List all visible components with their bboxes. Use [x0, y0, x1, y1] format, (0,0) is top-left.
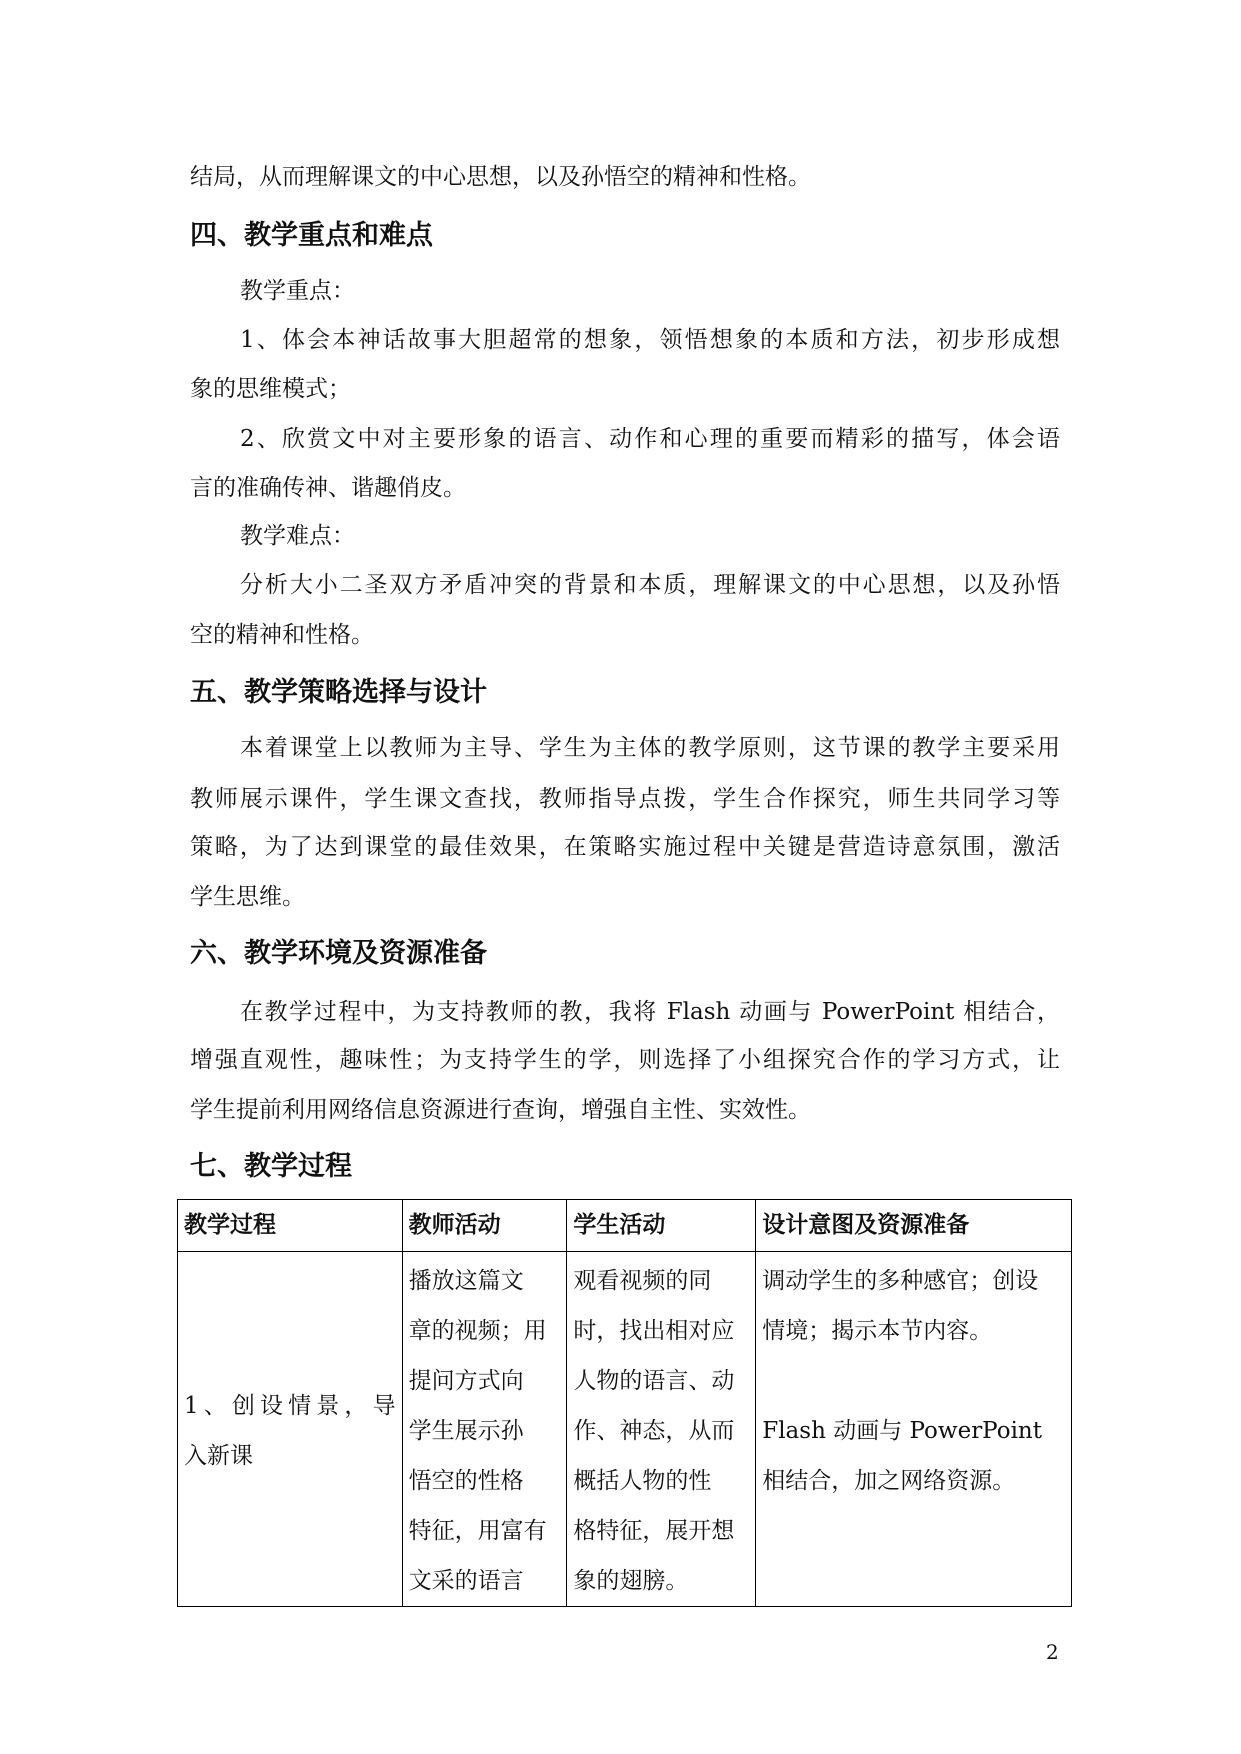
table-header-row	[178, 1200, 1072, 1252]
section-heading-5: 五、教学策略选择与设计	[190, 677, 487, 708]
cell-line: 概括人物的性	[573, 1468, 712, 1494]
paragraph-line: 象的思维模式；	[190, 376, 351, 402]
cell-line: 象的翅膀。	[573, 1568, 689, 1594]
section-heading-7: 七、教学过程	[190, 1151, 352, 1182]
cell-line: 特征，用富有	[408, 1518, 547, 1544]
cell-line: 相结合，加之网络资源。	[762, 1468, 1016, 1494]
cell-line: 入新课	[184, 1443, 253, 1469]
cell-line: 提问方式向	[408, 1368, 524, 1394]
table-row	[178, 1252, 1072, 1607]
cell-line: 格特征，展开想	[573, 1518, 735, 1544]
cell-line	[762, 1356, 1065, 1406]
cell-line: 人物的语言、动	[573, 1368, 735, 1394]
cell-line: 情境；揭示本节内容。	[762, 1318, 993, 1344]
paragraph-line: 增强直观性，趣味性；为支持学生的学，则选择了小组探究合作的学习方式，让	[190, 1047, 1060, 1073]
paragraph-line: 空的精神和性格。	[190, 622, 374, 648]
header-teacher: 教师活动	[402, 1200, 567, 1252]
paragraph-line: 分析大小二圣双方矛盾冲突的背景和本质，理解课文的中心思想，以及孙悟	[240, 572, 1060, 598]
paragraph-line: 本着课堂上以教师为主导、学生为主体的教学原则，这节课的教学主要采用	[240, 735, 1060, 761]
paragraph-line: 教学难点：	[240, 523, 355, 549]
header-design: 设计意图及资源准备	[756, 1200, 1072, 1252]
paragraph-line: 结局，从而理解课文的中心思想，以及孙悟空的精神和性格。	[190, 164, 811, 190]
cell-line: 1、创设情景，导	[184, 1393, 396, 1419]
paragraph-line: 1、体会本神话故事大胆超常的想象，领悟想象的本质和方法，初步形成想	[240, 327, 1060, 353]
cell-teacher	[402, 1252, 567, 1607]
cell-line: 悟空的性格	[408, 1468, 524, 1494]
paragraph-line: 学生提前利用网络信息资源进行查询，增强自主性、实效性。	[190, 1097, 811, 1123]
header-student: 学生活动	[567, 1200, 756, 1252]
section-heading-4: 四、教学重点和难点	[190, 220, 433, 251]
cell-line: 章的视频；用	[408, 1318, 547, 1344]
cell-line: 学生展示孙	[408, 1418, 524, 1444]
cell-line: 播放这篇文	[408, 1268, 524, 1294]
section-heading-6: 六、教学环境及资源准备	[190, 938, 487, 969]
paragraph-line: 策略，为了达到课堂的最佳效果，在策略实施过程中关键是营造诗意氛围，激活	[190, 834, 1060, 860]
cell-process	[178, 1252, 403, 1607]
paragraph-line: 教师展示课件，学生课文查找，教师指导点拨，学生合作探究，师生共同学习等	[190, 786, 1060, 812]
page-number: 2	[1046, 1640, 1059, 1664]
cell-line: 文采的语言	[408, 1568, 524, 1594]
cell-line: 观看视频的同	[573, 1268, 712, 1294]
cell-design	[756, 1252, 1072, 1607]
cell-line: 时，找出相对应	[573, 1318, 735, 1344]
paragraph-line: 言的准确传神、谐趣俏皮。	[190, 475, 466, 501]
cell-line: 作、神态，从而	[573, 1418, 735, 1444]
paragraph-line: 2、欣赏文中对主要形象的语言、动作和心理的重要而精彩的描写，体会语	[240, 426, 1060, 452]
paragraph-line: 教学重点：	[240, 278, 355, 304]
cell-line: 调动学生的多种感官；创设	[762, 1268, 1039, 1294]
paragraph-line: 在教学过程中，为支持教师的教，我将 Flash 动画与 PowerPoint 相结合，	[240, 999, 1060, 1025]
cell-student	[567, 1252, 756, 1607]
teaching-process-table	[177, 1199, 1072, 1607]
header-process: 教学过程	[178, 1200, 403, 1252]
cell-line: Flash 动画与 PowerPoint	[762, 1418, 1042, 1444]
paragraph-line: 学生思维。	[190, 884, 305, 910]
